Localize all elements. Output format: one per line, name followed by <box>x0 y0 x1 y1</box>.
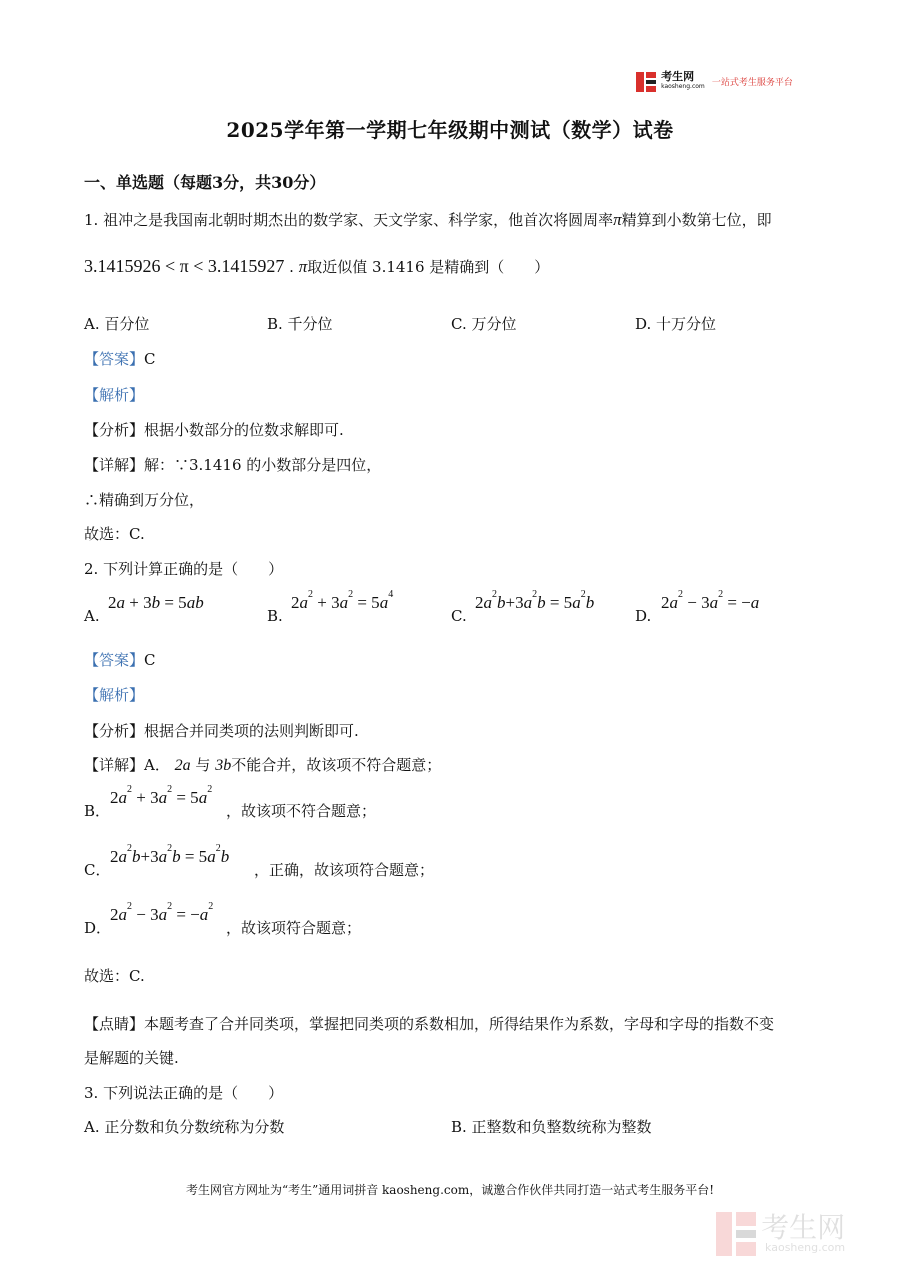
q3-stem: 3. 下列说法正确的是（ ） <box>84 1084 284 1102</box>
q1-analysis-tag: 【解析】 <box>84 386 145 404</box>
q2-option-a-formula: 2a + 3b = 5ab <box>108 593 204 612</box>
q2-xiangjie-d-label: D． <box>84 919 112 937</box>
q3-option-b: B. 正整数和负整数统称为整数 <box>451 1118 652 1136</box>
q2-dianjing-1: 【点睛】本题考查了合并同类项，掌握把同类项的系数相加，所得结果作为系数，字母和字母的指数不变 <box>84 1015 775 1033</box>
q2-option-b-label: B. <box>267 607 283 625</box>
q2-option-b-formula: $2a^2 + 3a^2 = 5a^4$ <box>291 589 394 612</box>
q2-option-a-label: A. <box>84 607 100 625</box>
q1-option-d: D. 十万分位 <box>635 315 717 333</box>
watermark-logo-icon <box>716 1212 756 1256</box>
q1-xiangjie-3: 故选：C. <box>84 525 145 543</box>
q2-option-c-label: C. <box>451 607 467 625</box>
q2-xiangjie-d-tail: ，故该项符合题意； <box>226 919 362 937</box>
q2-xiangjie-b-formula: $2a^2 + 3a^2 = 5a^2$ <box>110 784 213 807</box>
page-footer: 考生网官方网址为“考生”通用词拼音 kaosheng.com，诚邀合作伙伴共同打造一站式考生服务平台! <box>185 1183 715 1197</box>
kaosheng-logo-icon <box>636 72 656 92</box>
q2-dianjing-2: 是解题的关键. <box>84 1049 179 1067</box>
q2-answer: 【答案】C <box>84 651 156 669</box>
q2-option-d-label: D. <box>635 607 652 625</box>
q1-option-b: B. 千分位 <box>267 315 333 333</box>
pi-symbol: π <box>613 210 622 229</box>
q2-option-d-formula: $2a^2 - 3a^2 = -a$ <box>661 589 760 612</box>
q3-option-a: A. 正分数和负分数统称为分数 <box>84 1118 285 1136</box>
q1-option-c: C. 万分位 <box>451 315 517 333</box>
q2-xiangjie-b-label: B． <box>84 802 111 820</box>
q2-fenxi: 【分析】根据合并同类项的法则判断即可. <box>84 722 359 740</box>
q2-stem: 2. 下列计算正确的是（ ） <box>84 560 284 578</box>
watermark <box>716 1212 845 1256</box>
q1-xiangjie-2: ∴精确到万分位， <box>84 491 205 509</box>
logo-name: 考生网 <box>661 69 695 83</box>
q1-fenxi: 【分析】根据小数部分的位数求解即可. <box>84 421 344 439</box>
q2-xiangjie-c-tail: ，正确，故该项符合题意； <box>254 861 435 879</box>
header-tagline: 一站式考生服务平台 <box>711 78 793 88</box>
logo-domain: kaosheng.com <box>661 82 705 90</box>
pi-inequality: 3.1415926 < π < 3.1415927 <box>84 256 285 276</box>
header-logo <box>636 71 793 92</box>
q2-xiangjie-b-tail: ，故该项不符合题意； <box>226 802 377 820</box>
page-title: 2025学年第一学期七年级期中测试（数学）试卷 <box>226 118 674 142</box>
q1-stem-line2: 3.1415926 < π < 3.1415927 . π取近似值 3.1416 是精确到（ ） <box>84 256 550 276</box>
section-heading: 一、单选题（每题3分，共30分） <box>84 173 326 192</box>
q2-xiangjie-a: 【详解】A． 2a 与 3b不能合并，故该项不符合题意； <box>84 756 442 774</box>
q1-xiangjie-1: 【详解】解：∵3.1416 的小数部分是四位， <box>84 456 382 474</box>
q1-answer: 【答案】C <box>84 350 156 368</box>
q1-option-a: A. 百分位 <box>84 315 150 333</box>
q2-choose: 故选：C. <box>84 967 145 985</box>
watermark-name: 考生网 <box>761 1211 846 1244</box>
q2-xiangjie-c-label: C． <box>84 861 111 879</box>
q2-xiangjie-c-formula: $2a^2b+3a^2b = 5a^2b$ <box>110 843 230 866</box>
q1-stem-line1: 1. 祖冲之是我国南北朝时期杰出的数学家、天文学家、科学家，他首次将圆周率π精算到小数第七位，即 <box>84 210 772 229</box>
watermark-domain: kaosheng.com <box>765 1241 846 1254</box>
q2-analysis-tag: 【解析】 <box>84 686 145 704</box>
q2-option-c-formula: $2a^2b+3a^2b = 5a^2b$ <box>475 589 595 612</box>
q2-xiangjie-d-formula: $2a^2 - 3a^2 = -a^2$ <box>110 901 214 924</box>
